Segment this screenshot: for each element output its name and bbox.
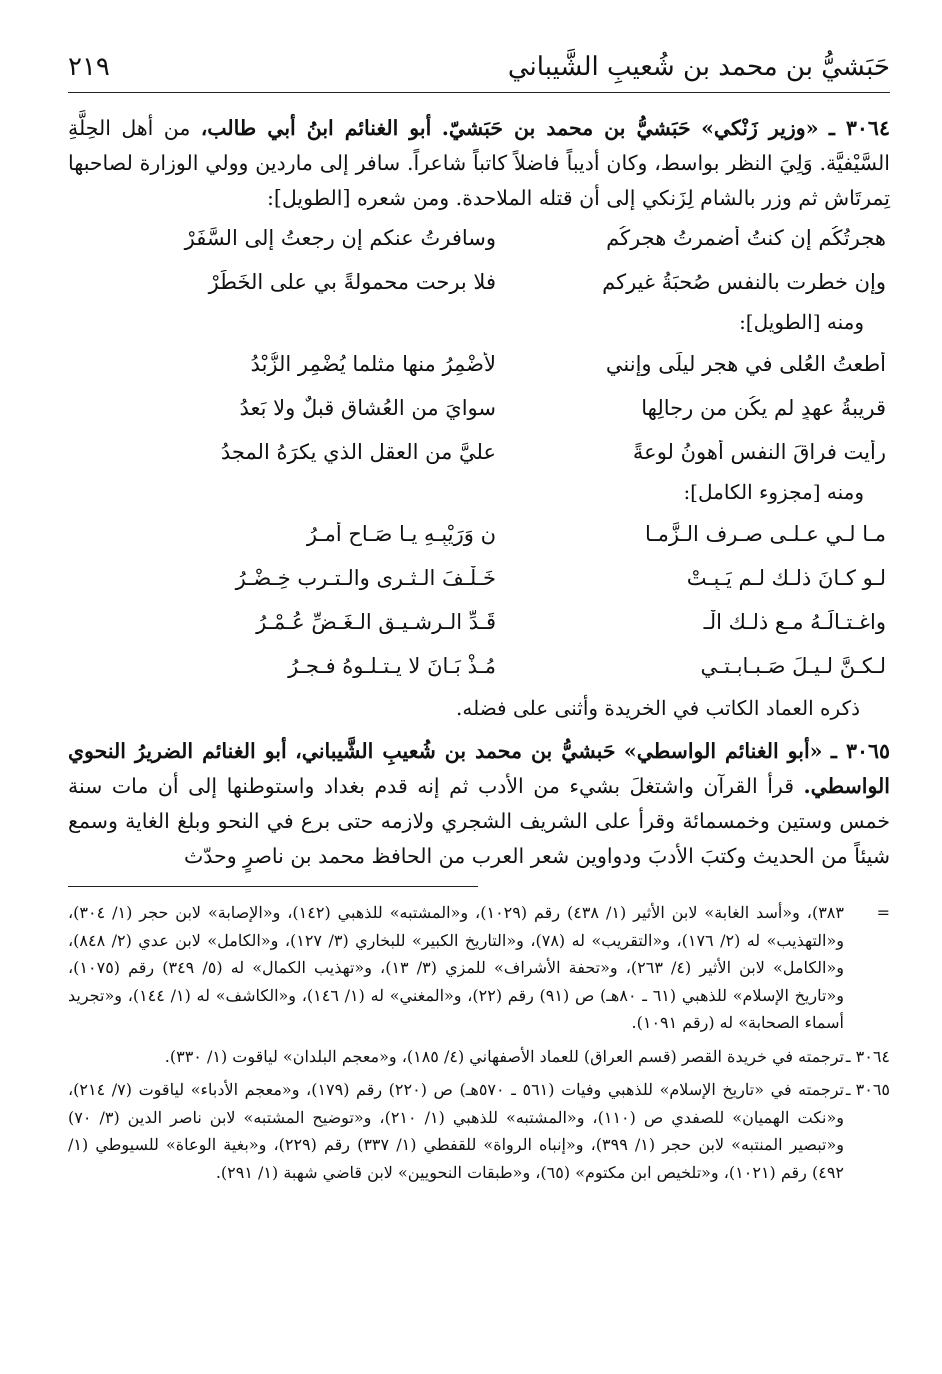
page-number: ٢١٩ [68, 52, 110, 82]
verse [68, 600, 890, 644]
hemistich-first: رأيت فراقَ النفسِ أهونُ لوعةً [632, 440, 886, 464]
entry-name: حَبَشيُّ بن محمد بن حَبَشيّ. [441, 116, 691, 140]
footnote [68, 1076, 890, 1186]
hemistich-second: نِ وَرَيْبِـهِ يـا صَـاحِ أمـرُ [306, 522, 496, 546]
hemistich-second: لأُضْمِرُ منها مثلما يُضْمِرِ الزُّبْدُ [250, 352, 496, 376]
footnotes [68, 899, 890, 1186]
poem-2 [68, 342, 890, 474]
entry-kunya: أبو الغنائم الضريرُ النحوي الواسطي. [68, 739, 890, 798]
page-header [68, 48, 890, 93]
entry-closing-note: ذكره العماد الكاتب في الخريدة وأثنى على فضله. [456, 696, 860, 720]
hemistich-second: وسافرتُ عنكم إن رجعتُ إلى السَّفَرْ [184, 226, 496, 250]
hemistich-second: قَـدِّ الـرشـيـقِ الـغَـضِّ عُـمْـرُ [256, 610, 496, 634]
footnote [68, 1043, 890, 1071]
hemistich-first: مـا لـي عـلـى صـرف الـزَّمـا [645, 522, 886, 546]
entry-3064 [68, 111, 890, 216]
hemistich-second: مُـذْ بَـانَ لا يـتـلـوهُ فـجـرُ [288, 654, 496, 678]
verse [68, 430, 890, 474]
footnote-text: ٣٨٣)، و«أسد الغابة» لابن الأثير (١/ ٤٣٨) رقم (١٠٢٩)، و«المشتبه» للذهبي (١٤٢)، و«الإصابة» لابن حجر (١/ ٣٠٤)، و«التهذيب» له (٢/ ١٧٦)، و«التقريب» له (٧٨)، و«التاريخ الكبير» للبخاري (٣/ ١٢٧)، و«الكامل» لابن عدي (٢/ ٨٤٨)، و«الكامل» لابن الأثير (٤/ ٢٦٣)، و«تحفة الأشراف» للمزي (٣/ ١٣)، و«تهذيب الكمال» له (٥/ ٣٤٩) رقم (١٠٧٥)، و«تاريخ الإسلام» للذهبي (٦١ ـ ٨٠هـ) ص (٩١) رقم (٢٢)، و«المغني» له (١/ ١٤٦)، و«الكاشف» له (١/ ١٤٤)، و«تجريد أسماء الصحابة» له (رقم ١٠٩١). [68, 903, 845, 1032]
poem-1 [68, 216, 890, 304]
entry-number: ٣٠٦٥ ـ [830, 739, 890, 763]
footnote-label: ٣٠٦٥ ـ [845, 1080, 890, 1099]
hemistich-second: فلا برحت محمولةً بي على الخَطَرْ [208, 270, 496, 294]
entry-name: حَبشيُّ بن محمد بن شُعيبِ الشَّيباني، [295, 739, 616, 763]
hemistich-first: قريبةُ عهدٍ لم يكُن من رجالِها [641, 396, 886, 420]
hemistich-first: هجرتُكُم إن كنتُ أضمرتُ هجركُم [606, 226, 886, 250]
entry-nickname: «أبو الغنائم الواسطي» [623, 739, 823, 763]
footnote-label: = [876, 903, 890, 922]
hemistich-second: خَـلْـفَ الـثـرى والـتـرب خِـضْـرُ [235, 566, 496, 590]
entry-kunya: أبو الغنائم ابنُ أبي طالب، [200, 116, 432, 140]
hemistich-second: عليَّ من العقل الذي يكرَهُ المجدُ [220, 440, 496, 464]
footnote-text: ترجمته في خريدة القصر (قسم العراق) للعماد الأصفهاني (٤/ ١٨٥)، و«معجم البلدان» لياقوت (١/ ٣٣٠). [164, 1046, 844, 1066]
poem-3 [68, 512, 890, 688]
meter-label: ومنه [مجزوء الكامل]: [683, 480, 864, 504]
verse [68, 260, 890, 304]
footnote-label: ٣٠٦٤ ـ [845, 1046, 890, 1066]
running-title: حَبَشيُّ بن محمد بن شُعيبِ الشَّيباني [507, 52, 890, 82]
hemistich-first: وإن خطرت بالنفسِ صُحبَةُ غيركم [602, 270, 886, 294]
entry-nickname: «وزير زَنْكي» [701, 116, 819, 140]
entry-3065 [68, 734, 890, 874]
verse [68, 644, 890, 688]
verse [68, 556, 890, 600]
footnote [68, 899, 890, 1037]
entry-number: ٣٠٦٤ ـ [828, 116, 890, 140]
hemistich-first: لـو كـانَ ذلـك لـم يَـبِـتْ [686, 566, 886, 590]
verse [68, 512, 890, 556]
verse [68, 216, 890, 260]
hemistich-first: أطعتُ العُلى في هجر ليلَى وإنني [605, 352, 886, 376]
hemistich-first: واغـتـالَـهُ مـع ذلـك الْـ [703, 610, 886, 634]
hemistich-second: سوايَ من العُشاقِ قبلٌ ولا بَعدُ [239, 396, 496, 420]
verse [68, 386, 890, 430]
footnote-divider [68, 886, 478, 887]
book-page [68, 48, 890, 1192]
hemistich-first: لـكـنَّ لـيـلَ صَـبـابـتـي [700, 654, 886, 678]
entry-body: قرأ القرآن واشتغلَ بشيء من الأدب ثم إنه قدم بغداد واستوطنها إلى أن مات سنة خمس وستين وخمسمائة وقرأ على الشريف الشجري ولازمه حتى برع في النحو وبلغ الغاية وسمع شيئاً من الحديث وكتبَ الأدبَ ودواوين شعر العرب من الحافظ محمد بن ناصرٍ وحدّث [68, 774, 890, 868]
verse [68, 342, 890, 386]
entry-body: من أهل الحِلَّةِ السَّيْفيَّة. وَلِيَ النظر بواسط، وكان أديباً فاضلاً كاتباً شاعراً. سافر إلى ماردين وولي الوزارة لصاحبها تِمرتَاش ثم وزر بالشام لِزَنكي إلى أن قتله الملاحدة. ومن شعره [الطويل]: [68, 116, 890, 210]
meter-label: ومنه [الطويل]: [739, 310, 864, 334]
footnote-text: ترجمته في «تاريخ الإسلام» للذهبي وفيات (٥٦١ ـ ٥٧٠هـ) ص (٢٢٠) رقم (١٧٩)، و«معجم الأدباء» لياقوت (٧/ ٢١٤)، و«نكت الهميان» للصفدي ص (١١٠)، و«المشتبه» للذهبي (١/ ٢١٠)، و«توضيح المشتبه» لابن ناصر الدين (٣/ ٧٠) و«تبصير المنتبه» لابن حجر (١/ ٣٩٩)، و«إنباه الرواة» للقفطي (١/ ٣٣٧) رقم (٢٢٩)، و«بغية الوعاة» للسيوطي (١/ ٤٩٢) رقم (١٠٢١)، و«تلخيص ابن مكتوم» (٦٥)، و«طبقات النحويين» لابن قاضي شهبة (١/ ٢٩١). [68, 1080, 845, 1182]
